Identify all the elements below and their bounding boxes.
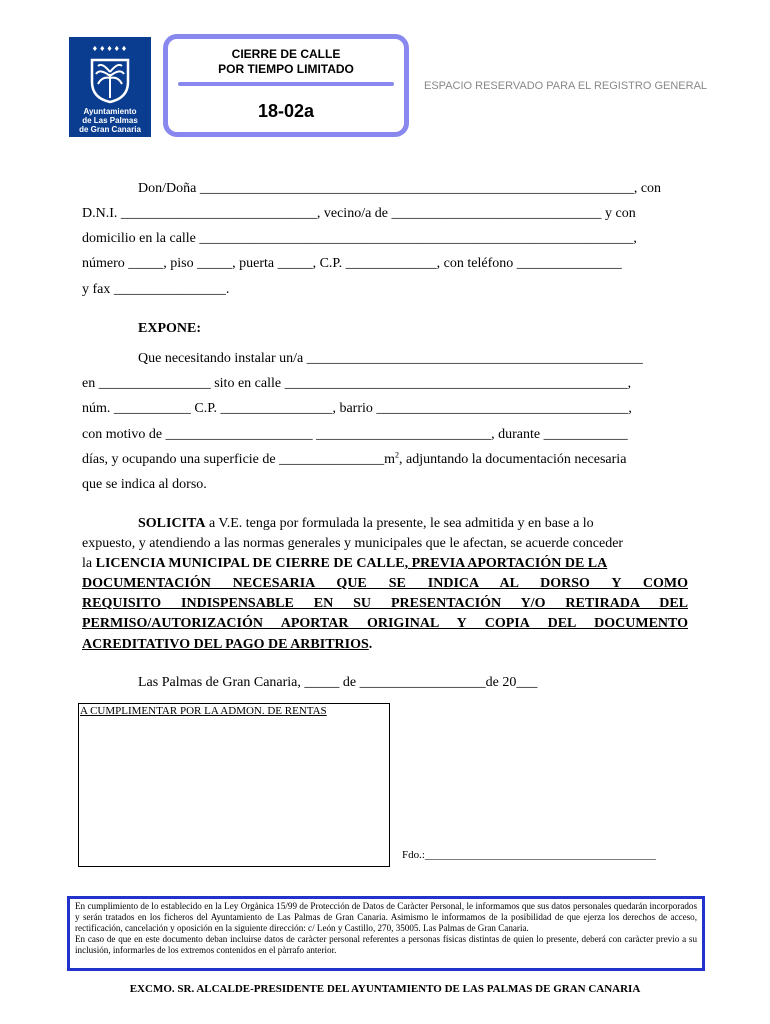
attachment-note: que se indica al dorso. bbox=[82, 477, 207, 492]
applicant-address-line[interactable]: domicilio en la calle ______________________________________________________________, bbox=[82, 231, 637, 246]
solicita-line5: REQUISITO INDISPENSABLE EN SU PRESENTACIÓN Y/O RETIRADA DEL bbox=[82, 596, 688, 611]
addressee-footer: EXCMO. SR. ALCALDE-PRESIDENTE DEL AYUNTAMIENTO DE LAS PALMAS DE GRAN CANARIA bbox=[129, 983, 641, 995]
applicant-fax-line[interactable]: y fax ________________. bbox=[82, 282, 230, 297]
solicita-line4: DOCUMENTACIÓN NECESARIA QUE SE INDICA AL DORSO Y COMO bbox=[82, 576, 688, 591]
expone-heading: EXPONE: bbox=[138, 321, 201, 336]
surface-line[interactable]: días, y ocupando una superficie de $\_\_\_\_\_\_\_\_\_\_\_\_\_\_\_m^2$, adjuntando la documentación necesaria bbox=[82, 450, 627, 467]
privacy-paragraph-2: En caso de que en este documento deban incluirse datos de caràcter personal referentes a personas físicas distintas de quien lo presente, deberá con caràcter previo a su inclusión, informarles de los extremos contenidos en el pàrrafo anterior. bbox=[75, 934, 697, 955]
install-item-line[interactable]: Que necesitando instalar un/a ________________________________________________ bbox=[138, 351, 643, 366]
location-number-line[interactable]: núm. ___________ C.P. ________________, barrio ____________________________________, bbox=[82, 401, 632, 416]
applicant-dni-line[interactable]: D.N.I. ____________________________, vecino/a de ______________________________ y con bbox=[82, 206, 636, 221]
privacy-paragraph-1: En cumplimiento de lo establecido en la Ley Orgànica 15/99 de Protección de Datos de Caràcter Personal, le informamos que sus datos personales quedarán incorporados y serán tratados en los ficheros del Ayuntamiento de Las Palmas de Gran Canaria. Asimismo le informamos de la posibilidad de que ejerza los derechos de acceso, rectificación, cancelación y oposición en la siguiente dirección: c/ León y Castillo, 270, 35005. Las Palmas de Gran Canaria. bbox=[75, 901, 697, 933]
municipal-logo bbox=[69, 37, 151, 137]
admin-rentas-label: A CUMPLIMENTAR POR LA ADMON. DE RENTAS bbox=[80, 705, 327, 717]
form-title-box bbox=[163, 34, 409, 137]
palm-shield-icon bbox=[88, 56, 132, 104]
solicita-line1: SOLICITA a V.E. tenga por formulada la presente, le sea admitida y en base a lo bbox=[138, 516, 594, 531]
location-street-line[interactable]: en ________________ sito en calle _________________________________________________, bbox=[82, 376, 632, 391]
applicant-number-line[interactable]: número _____, piso _____, puerta _____, C.P. _____________, con teléfono _______________ bbox=[82, 256, 622, 271]
solicita-line6: PERMISO/AUTORIZACIÓN APORTAR ORIGINAL Y COPIA DEL DOCUMENTO bbox=[82, 616, 688, 631]
form-code: 18-02a bbox=[257, 101, 315, 121]
logo-text: Ayuntamiento de Las Palmas de Gran Canaria bbox=[79, 107, 141, 134]
crown-icon: ♦♦♦♦♦ bbox=[91, 45, 129, 53]
motive-line[interactable]: con motivo de _____________________ _________________________, durante ____________ bbox=[82, 427, 628, 442]
form-title-line1: CIERRE DE CALLE bbox=[231, 47, 341, 61]
solicita-line3: la LICENCIA MUNICIPAL DE CIERRE DE CALLE, PREVIA APORTACIÓN DE LA bbox=[82, 556, 608, 571]
admin-rentas-box bbox=[78, 703, 390, 867]
title-divider bbox=[178, 82, 394, 86]
form-title-line2: POR TIEMPO LIMITADO bbox=[218, 62, 354, 76]
privacy-notice bbox=[67, 896, 705, 971]
registry-reserved-space: ESPACIO RESERVADO PARA EL REGISTRO GENERAL bbox=[424, 80, 708, 92]
solicita-line2: expuesto, y atendiendo a las normas generales y municipales que le afectan, se acuerde conceder bbox=[82, 536, 624, 551]
date-line[interactable]: Las Palmas de Gran Canaria, _____ de __________________de 20___ bbox=[138, 675, 538, 690]
applicant-name-line[interactable]: Don/Doña ______________________________________________________________, con bbox=[138, 181, 662, 196]
signature-line[interactable]: Fdo.:__________________________________________ bbox=[402, 849, 656, 861]
solicita-line7: ACREDITATIVO DEL PAGO DE ARBITRIOS. bbox=[82, 637, 373, 652]
